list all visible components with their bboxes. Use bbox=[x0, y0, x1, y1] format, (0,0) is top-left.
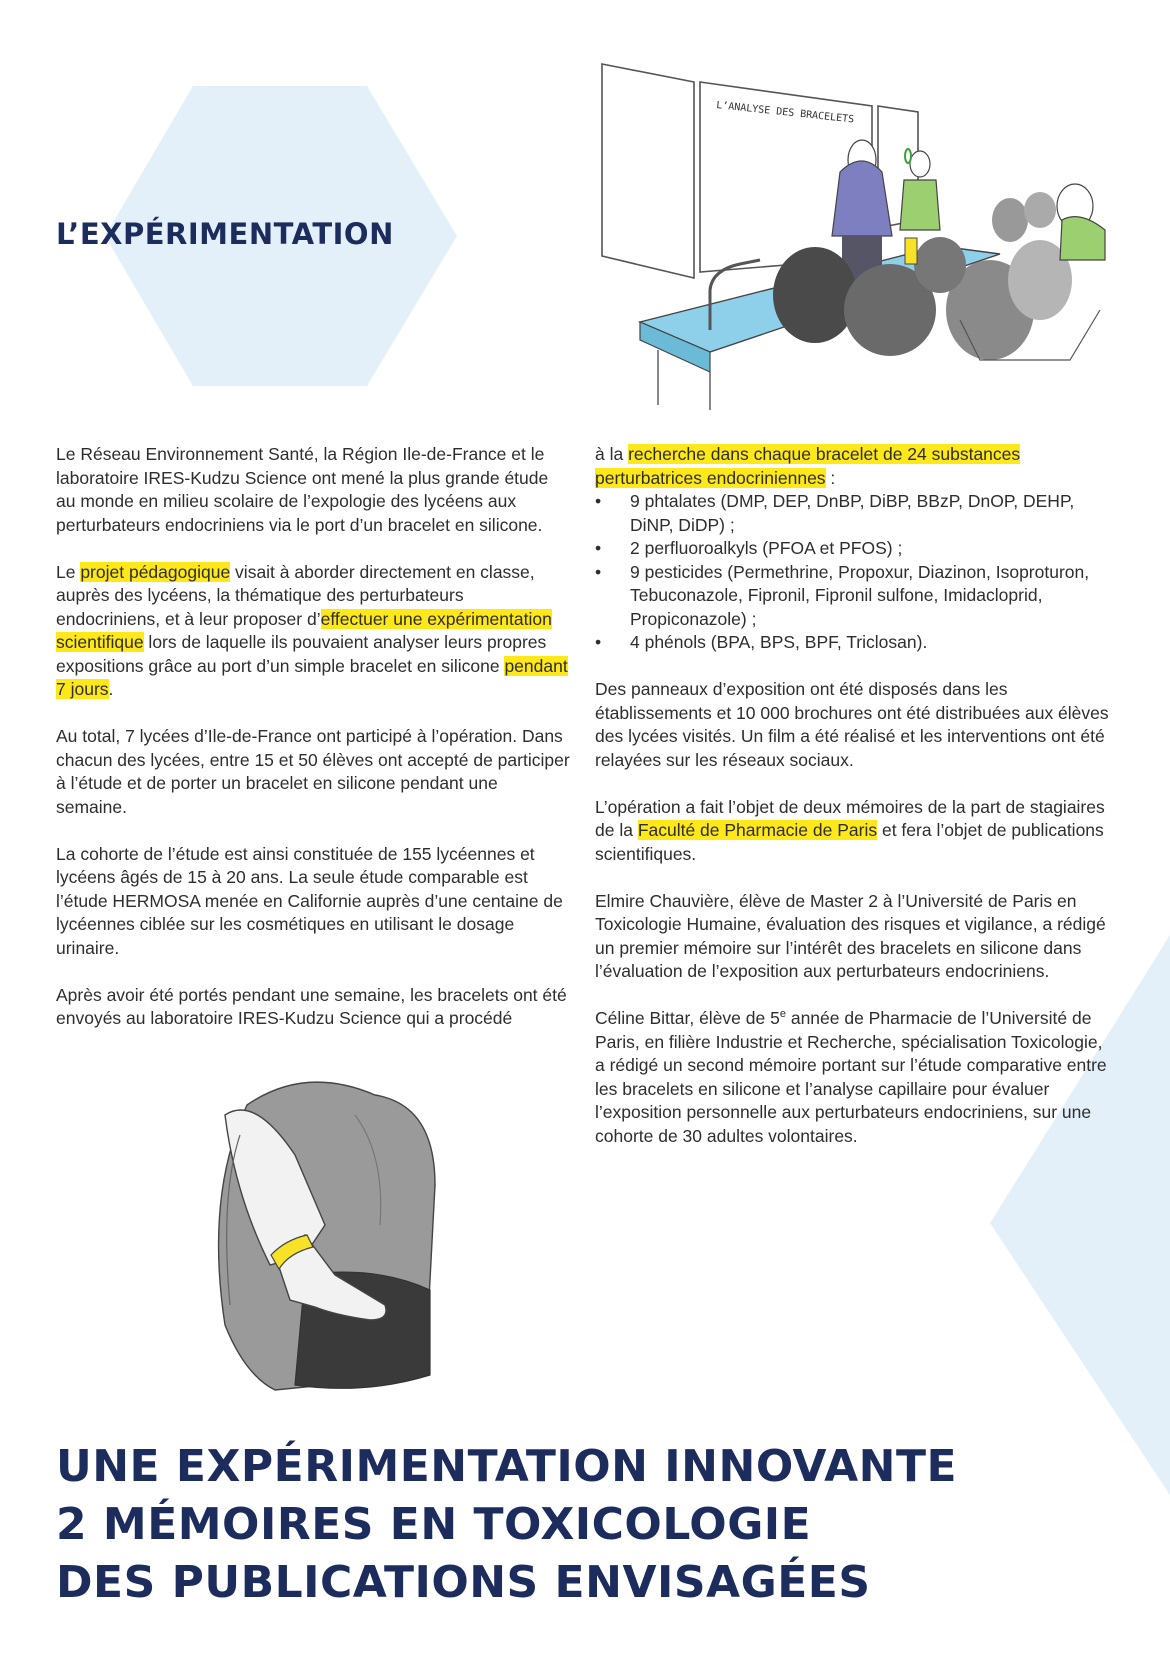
substances-list bbox=[595, 490, 1115, 655]
list-item bbox=[595, 561, 1115, 632]
bottom-headline bbox=[56, 1438, 957, 1612]
highlight-24-substances: recherche dans chaque bracelet de 24 substances perturbatrices endocriniennes bbox=[595, 444, 1021, 488]
bullet: • bbox=[595, 538, 602, 558]
text-segment: et fera l’objet de publications scientifiques. bbox=[595, 820, 1104, 864]
highlight-projet-pedagogique: projet pédagogique bbox=[80, 561, 231, 582]
paragraph-recherche bbox=[595, 443, 1115, 490]
headline-line-1: UNE EXPÉRIMENTATION INNOVANTE bbox=[56, 1441, 958, 1492]
list-item-text: 9 pesticides (Permethrine, Propoxur, Diazinon, Isoproturon, Tebuconazole, Fipronil, Fipronil sulfone, Imidacloprid, Propiconazole) ; bbox=[630, 561, 1090, 629]
text-segment: : bbox=[825, 467, 836, 488]
text-segment: lors de laquelle ils pouvaient analyser leurs propres expositions grâce au port d’un simple bracelet en silicone bbox=[56, 632, 547, 676]
list-item-text: 4 phénols (BPA, BPS, BPF, Triclosan). bbox=[630, 632, 928, 652]
list-item-text: 2 perfluoroalkyls (PFOA et PFOS) ; bbox=[630, 538, 903, 558]
classroom-illustration bbox=[600, 60, 1120, 420]
paragraph-memoires bbox=[595, 796, 1115, 867]
highlight-7-jours: pendant 7 jours bbox=[56, 655, 568, 699]
paragraph-bracelets: Après avoir été portés pendant une semaine, les bracelets ont été envoyés au laboratoire IRES-Kudzu Science qui a procédé bbox=[56, 984, 567, 1028]
list-item bbox=[595, 537, 1115, 561]
text-segment: . bbox=[108, 679, 114, 699]
text-segment: Le bbox=[56, 561, 81, 582]
paragraph-exposition: Des panneaux d’exposition ont été disposés dans les établissements et 10 000 brochures ont été distribuées aux élèves des lycées visités. Un film a été réalisé et les interventions ont été relayées sur les réseaux sociaux. bbox=[595, 679, 1109, 770]
bullet: • bbox=[595, 491, 602, 511]
paragraph-elmire: Elmire Chauvière, élève de Master 2 à l’Université de Paris en Toxicologie Humaine, évaluation des risques et vigilance, a rédigé un premier mémoire sur l’intérêt des bracelets en silicone dans l’évaluation de l’exposition aux perturbateurs endocriniens. bbox=[595, 890, 1106, 981]
left-column bbox=[56, 443, 571, 1054]
paragraph-lycees: Au total, 7 lycées d’Ile-de-France ont participé à l’opération. Dans chacun des lycées, entre 15 et 50 élèves ont accepté de participer à l’étude et de porter un bracelet en silicone pendant une semaine. bbox=[56, 726, 570, 817]
bracelet-arm-illustration bbox=[185, 1075, 445, 1395]
right-column bbox=[595, 443, 1115, 1172]
text-segment: Céline Bittar, élève de 5 bbox=[595, 1008, 780, 1028]
list-item bbox=[595, 631, 1115, 655]
text-segment: L’opération a fait l’objet de deux mémoires de la part de stagiaires de la bbox=[595, 796, 1105, 840]
paragraph-intro: Le Réseau Environnement Santé, la Région Ile-de-France et le laboratoire IRES-Kudzu Science ont mené la plus grande étude au monde en milieu scolaire de l’expologie des lycéens aux perturbateurs endocriniens via le port d’un bracelet en silicone. bbox=[56, 444, 549, 535]
list-item-text: 9 phtalates (DMP, DEP, DnBP, DiBP, BBzP, DnOP, DEHP, DiNP, DiDP) ; bbox=[630, 491, 1075, 535]
superscript: e bbox=[779, 1008, 786, 1021]
headline-line-2: 2 MÉMOIRES EN TOXICOLOGIE bbox=[56, 1499, 812, 1550]
highlight-faculte-pharmacie: Faculté de Pharmacie de Paris bbox=[637, 820, 878, 840]
list-item bbox=[595, 490, 1115, 537]
paragraph-cohorte: La cohorte de l’étude est ainsi constituée de 155 lycéennes et lycéens âgés de 15 à 20 ans. La seule étude comparable est l’étude HERMOSA menée en Californie auprès d’une centaine de lycéennes ciblée sur les cosmétiques en utilisant le dosage urinaire. bbox=[56, 843, 563, 958]
headline-line-3: DES PUBLICATIONS ENVISAGÉES bbox=[56, 1557, 871, 1608]
paragraph-projet bbox=[56, 561, 571, 702]
text-segment: à la bbox=[595, 444, 629, 464]
text-segment: année de Pharmacie de l’Université de Paris, en filière Industrie et Recherche, spécialisation Toxicologie, a rédigé un second mémoire portant sur l’étude comparative entre les bracelets en silicone et l’analyse capillaire pour évaluer l’exposition personnelle aux perturbateurs endocriniens, sur une cohorte de 30 adultes volontaires. bbox=[595, 1008, 1107, 1146]
text-segment: visait à aborder directement en classe, auprès des lycéens, la thématique des perturbateurs endocriniens, et à leur proposer d’ bbox=[56, 561, 535, 629]
highlight-experimentation: effectuer une expérimentation scientifique bbox=[56, 608, 552, 652]
bullet: • bbox=[595, 561, 602, 582]
bullet: • bbox=[595, 632, 602, 652]
section-title: L’EXPÉRIMENTATION bbox=[56, 217, 394, 251]
paragraph-celine bbox=[595, 1007, 1115, 1148]
board-text: L’ANALYSE DES BRACELETS bbox=[715, 100, 855, 126]
